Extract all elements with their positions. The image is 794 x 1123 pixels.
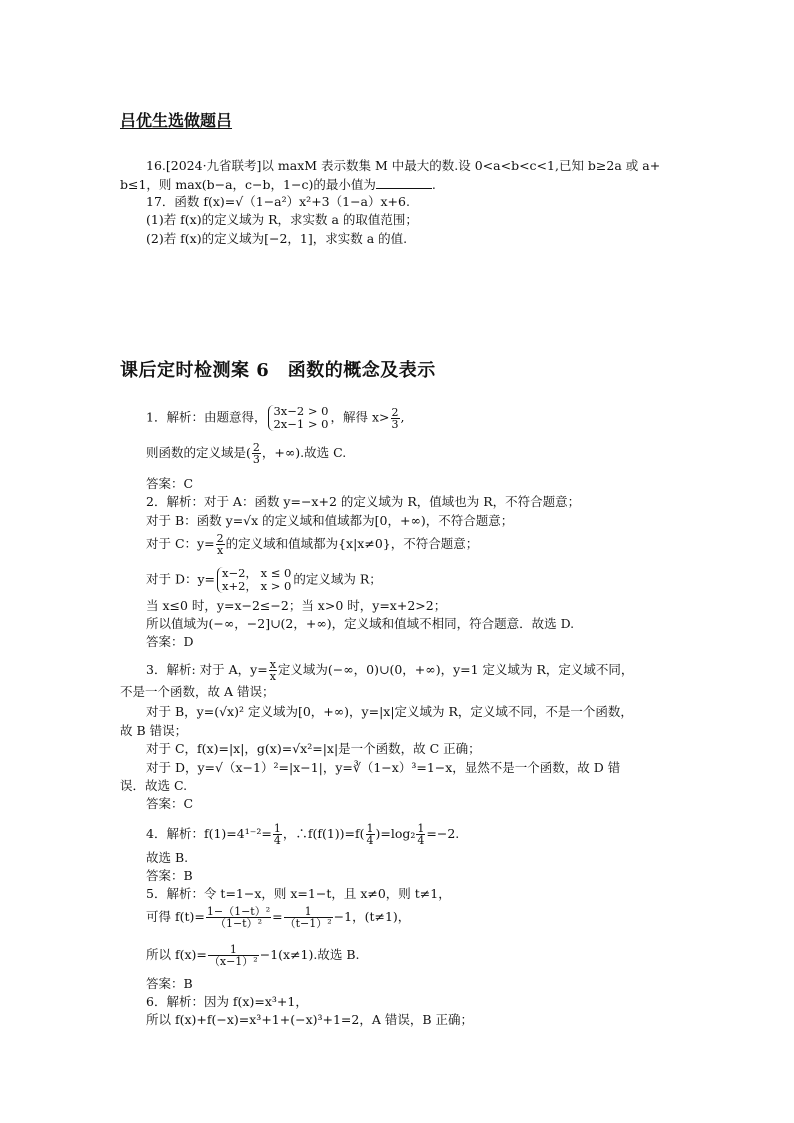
a2-answer: 答案：D — [146, 634, 194, 649]
a4-answer: 答案：B — [146, 868, 193, 883]
a3-line6: 对于 D，y=√（x−1）²=|x−1|，y=∛（1−x）³=1−x，显然不是一个函数，故 D 错 — [146, 760, 621, 775]
section-title-answers: 课后定时检测案 6 函数的概念及表示 — [120, 360, 436, 381]
q17-line1: 17．函数 f(x)=√（1−a²）x²+3（1−a）x+6. — [146, 194, 410, 209]
a5-line2: 可得 f(t)= $\frac{\text{1−（1−t）²}}{\text{（1−t）²}}$ = $\frac{1}{\text{（t−1）²}}$ −1，(t≠1)， — [146, 905, 411, 930]
a1-line1: 1．解析：由题意得， 3x−2 > 0 2x−1 > 0 ，解得 x> $\frac{2}{3}$ , — [146, 404, 405, 431]
a6-line2: 所以 f(x)+f(−x)=x³+1+(−x)³+1=2，A 错误，B 正确； — [146, 1012, 474, 1027]
q16-line1: 16.[2024·九省联考]以 maxM 表示数集 M 中最大的数.设 0<a<b<c<1,已知 b≥2a 或 a+ — [146, 158, 661, 173]
a3-line5: 对于 C，f(x)=|x|，g(x)=√x²=|x|是一个函数，故 C 正确； — [146, 741, 481, 756]
a4-line2: 故选 B. — [146, 850, 189, 865]
fraction-1-4: $\frac{1}{4}$ — [417, 822, 425, 847]
fraction-2-3: $\frac{2}{3}$ — [252, 441, 260, 466]
a5-line1: 5．解析：令 t=1−x，则 x=1−t，且 x≠0，则 t≠1， — [146, 886, 451, 901]
a3-answer: 答案：C — [146, 796, 194, 811]
a2-line3: 对于 C：y= $\frac{2}{x}$ 的定义域和值域都为{x|x≠0}，不符合题意； — [146, 532, 479, 557]
a2-line4: 对于 D：y= x−2， x ≤ 0 x+2， x > 0 的定义域为 R； — [146, 566, 382, 593]
fraction-1-4: $\frac{1}{4}$ — [366, 822, 374, 847]
a3-line4: 故 B 错误； — [120, 723, 188, 738]
fraction-a5-3: $\frac{1}{\text{（x−1）²}}$ — [208, 943, 258, 968]
a1-system: 3x−2 > 0 2x−1 > 0 — [268, 405, 328, 431]
answer-blank — [376, 176, 432, 189]
a3-line7: 误．故选 C. — [120, 778, 188, 793]
a2-line5: 当 x≤0 时，y=x−2≤−2；当 x>0 时，y=x+2>2； — [146, 598, 447, 613]
a3-line2: 不是一个函数，故 A 错误； — [120, 684, 275, 699]
fraction-1-4: $\frac{1}{4}$ — [273, 822, 281, 847]
a4-line1: 4．解析：f(1)=4¹⁻²= $\frac{1}{4}$ ，∴f(f(1))=f( $\frac{1}{4}$ )=log₂ $\frac{1}{4}$ =−2. — [146, 822, 460, 847]
a3-line1: 3．解析: 对于 A，y= $\frac{x}{x}$ 定义域为(−∞，0)∪(0，+∞)，y=1 定义域为 R，定义域不同， — [146, 658, 634, 683]
q17-line2: (1)若 f(x)的定义域为 R，求实数 a 的取值范围； — [146, 212, 418, 227]
fraction-2-x: $\frac{2}{x}$ — [216, 532, 224, 557]
fraction-x-x: $\frac{x}{x}$ — [269, 658, 276, 683]
a5-line3: 所以 f(x)= $\frac{1}{\text{（x−1）²}}$ −1(x≠1).故选 B. — [146, 943, 360, 968]
a3-line3: 对于 B，y=(√x)² 定义域为[0，+∞)，y=|x|定义域为 R，定义域不同，不是一个函数， — [146, 704, 633, 719]
fraction-a5-1: $\frac{\text{1−（1−t）²}}{\text{（1−t）²}}$ — [206, 905, 271, 930]
fraction-2-3: $\frac{2}{3}$ — [391, 405, 399, 431]
a2-line1: 2．解析：对于 A：函数 y=−x+2 的定义域为 R，值域也为 R，不符合题意； — [146, 494, 581, 509]
q16-line2: b≤1，则 max(b−a，c−b，1−c)的最小值为 . — [120, 177, 436, 192]
a1-answer: 答案：C — [146, 476, 194, 491]
a2-line6: 所以值域为(−∞，−2]∪(2，+∞)，定义域和值域不相同，符合题意．故选 D. — [146, 616, 575, 631]
a2-line2: 对于 B：函数 y=√x 的定义域和值域都为[0，+∞)，不符合题意； — [146, 513, 514, 528]
fraction-a5-2: $\frac{1}{\text{（t−1）²}}$ — [284, 905, 332, 930]
q17-line3: (2)若 f(x)的定义域为[−2，1]，求实数 a 的值. — [146, 231, 408, 246]
a1-line2: 则函数的定义域是( $\frac{2}{3}$ ，+∞).故选 C. — [146, 441, 347, 466]
section-title-excellent: 吕优生选做题吕 — [120, 111, 233, 130]
a6-line1: 6．解析：因为 f(x)=x³+1， — [146, 994, 308, 1009]
a2-piecewise: x−2， x ≤ 0 x+2， x > 0 — [217, 567, 291, 593]
a5-answer: 答案：B — [146, 976, 193, 991]
